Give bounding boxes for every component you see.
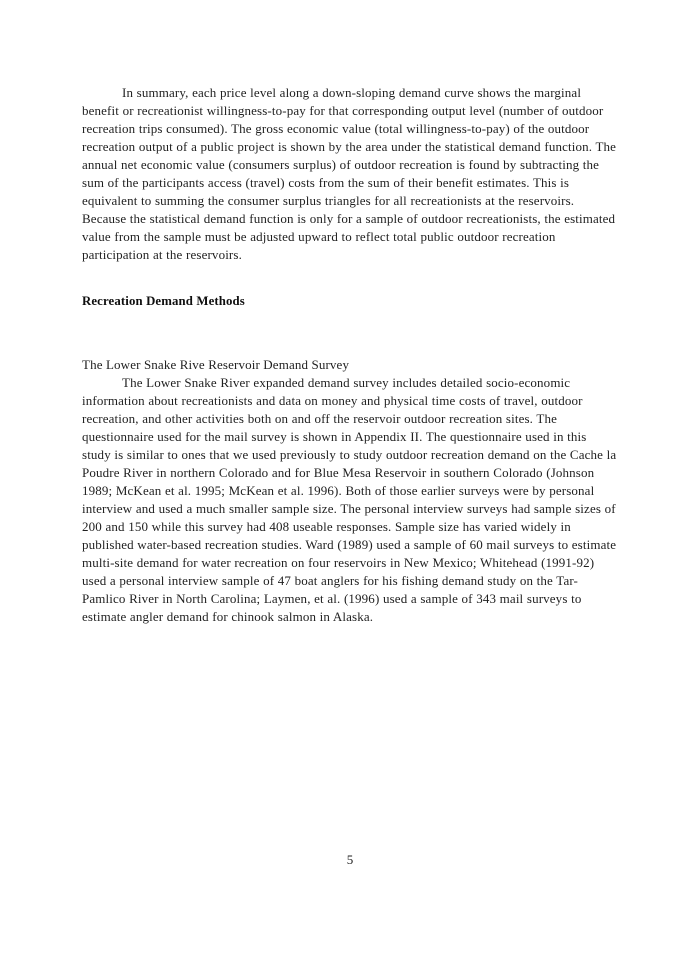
subsection-heading-survey: The Lower Snake Rive Reservoir Demand Survey (82, 357, 350, 372)
section-heading-recreation-demand-methods: Recreation Demand Methods (82, 294, 245, 308)
paragraph-survey-description: The Lower Snake River expanded demand survey includes detailed socio-economic information about recreationists and data on money and physical time costs of travel, outdoor recreation, and other activities both on and off the reservoir outdoor recreation sites. The questionnaire used for the mail survey is shown in Appendix II. The questionnaire used in this study is similar to ones that we used previously to study outdoor recreation demand on the Cache la Poudre River in northern Colorado and for Blue Mesa Reservoir in southern Colorado (Johnson 1989; McKean et al. 1995; McKean et al. 1996). Both of those earlier surveys were by personal interview and used a much smaller sample size. The personal interview surveys had sample sizes of 200 and 150 while this survey had 408 useable responses. Sample size has varied widely in published water-based recreation studies. Ward (1989) used a sample of 60 mail surveys to estimate multi-site demand for water recreation on four reservoirs in New Mexico; Whitehead (1991-92) used a personal interview sample of 47 boat anglers for his fishing demand study on the Tar-Pamlico River in North Carolina; Laymen, et al. (1996) used a sample of 343 mail surveys to estimate angler demand for chinook salmon in Alaska. (82, 375, 617, 624)
heading-spacer (82, 310, 618, 356)
paragraph-spacer (82, 264, 618, 292)
page-number: 5 (346, 852, 354, 867)
page-content (82, 84, 618, 626)
paragraph-summary: In summary, each price level along a down-sloping demand curve shows the marginal benefit or recreationist willingness-to-pay for that corresponding output level (number of outdoor recreation trips consumed). The gross economic value (total willingness-to-pay) of the outdoor recreation output of a public project is shown by the area under the statistical demand function. The annual net economic value (consumers surplus) of outdoor recreation is found by subtracting the sum of the participants access (travel) costs from the sum of their benefit estimates. This is equivalent to summing the consumer surplus triangles for all recreationists at the reservoirs. Because the statistical demand function is only for a sample of outdoor recreationists, the estimated value from the sample must be adjusted upward to reflect total public outdoor recreation participation at the reservoirs. (82, 85, 617, 262)
